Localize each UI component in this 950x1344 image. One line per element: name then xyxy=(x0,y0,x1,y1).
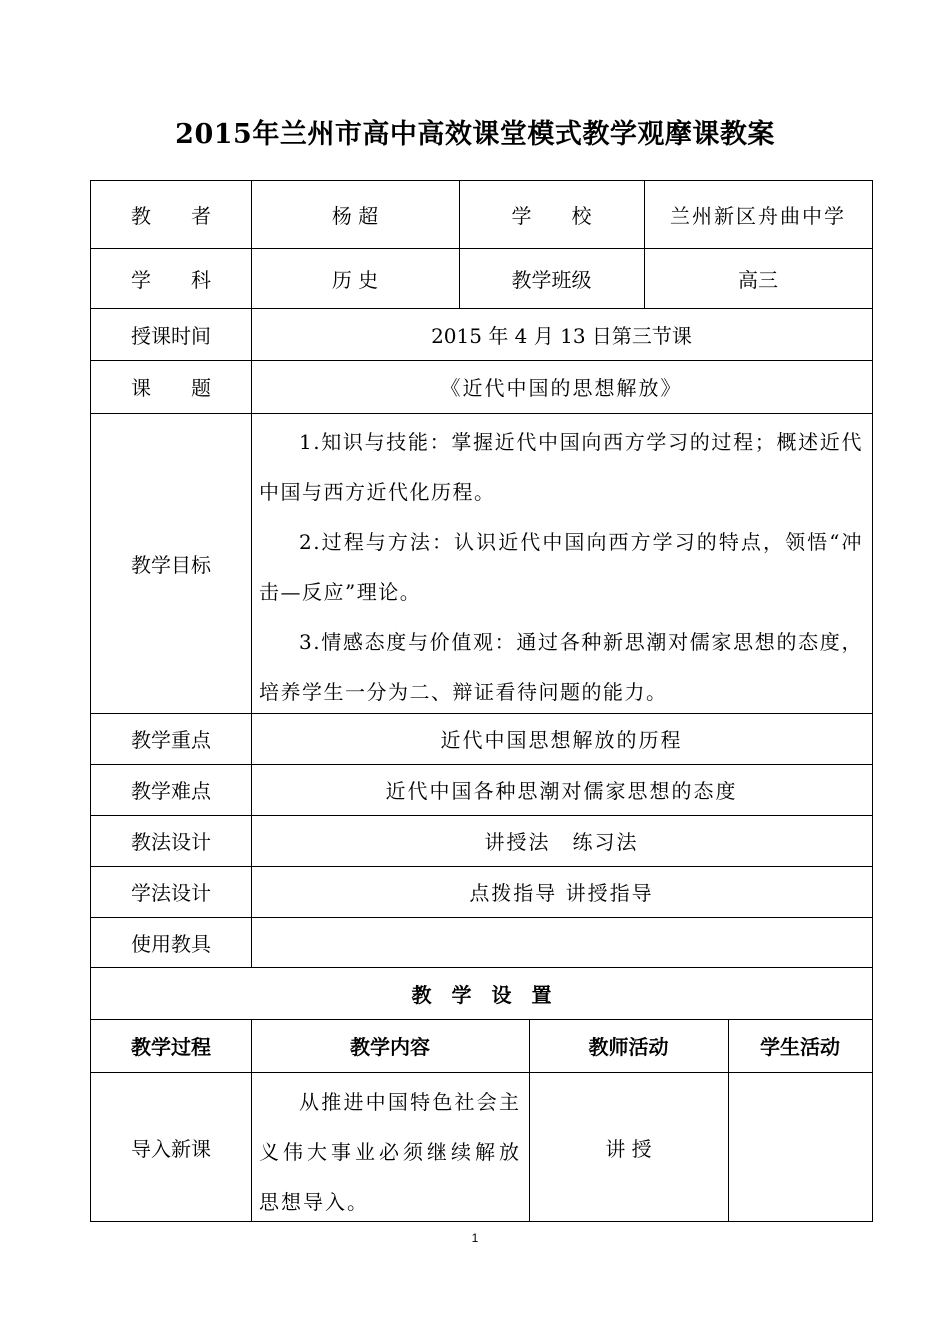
page-number: 1 xyxy=(471,1231,479,1245)
teacher-value: 杨 超 xyxy=(331,204,379,228)
page-title: 2015年兰州市高中高效课堂模式教学观摩课教案 xyxy=(175,119,775,150)
focus-value: 近代中国思想解放的历程 xyxy=(440,728,683,752)
goals-label: 教学目标 xyxy=(131,552,211,577)
time-label: 授课时间 xyxy=(131,323,211,348)
goal-attitude: 3.情感态度与价值观：通过各种新思潮对儒家思想的态度，培养学生一分为二、辩证看待问题的能力。 xyxy=(259,630,863,704)
lesson-plan-table xyxy=(90,180,873,1222)
focus-label: 教学重点 xyxy=(131,728,211,752)
row-teacher-activity: 讲 授 xyxy=(605,1136,652,1161)
time-value: 2015 年 4 月 13 日第三节课 xyxy=(431,323,692,348)
class-value: 高三 xyxy=(738,267,778,292)
subject-label: 学 科 xyxy=(131,267,211,292)
tools-value xyxy=(251,917,872,967)
school-value: 兰州新区舟曲中学 xyxy=(670,204,846,228)
column-header-content: 教学内容 xyxy=(350,1037,430,1059)
topic-label: 课 题 xyxy=(131,376,211,400)
school-label: 学 校 xyxy=(511,204,592,228)
column-header-process: 教学过程 xyxy=(131,1037,211,1059)
subject-value: 历 史 xyxy=(331,267,379,292)
column-header-student: 学生活动 xyxy=(760,1037,840,1059)
column-header-teacher: 教师活动 xyxy=(588,1037,669,1059)
teacher-label: 教 者 xyxy=(131,204,211,228)
difficulty-label: 教学难点 xyxy=(131,779,211,803)
tools-label: 使用教具 xyxy=(131,931,211,956)
class-label: 教学班级 xyxy=(511,267,592,292)
study-label: 学法设计 xyxy=(131,881,211,905)
method-value: 讲授法 练习法 xyxy=(484,830,639,854)
goals-list xyxy=(259,417,863,717)
goal-knowledge: 1.知识与技能：掌握近代中国向西方学习的过程；概述近代中国与西方近代化历程。 xyxy=(259,430,863,504)
topic-value: 《近代中国的思想解放》 xyxy=(440,376,683,400)
row-content: 从推进中国特色社会主义伟大事业必须继续解放思想导入。 xyxy=(259,1090,521,1214)
setup-heading: 教 学 设 置 xyxy=(411,984,552,1007)
method-label: 教法设计 xyxy=(131,830,211,854)
row-student-activity xyxy=(728,1072,872,1222)
study-value: 点拨指导 讲授指导 xyxy=(469,881,654,905)
goal-process: 2.过程与方法：认识近代中国向西方学习的特点，领悟“冲击—反应”理论。 xyxy=(259,530,863,604)
difficulty-value: 近代中国各种思潮对儒家思想的态度 xyxy=(385,779,738,803)
row-process: 导入新课 xyxy=(131,1136,211,1161)
